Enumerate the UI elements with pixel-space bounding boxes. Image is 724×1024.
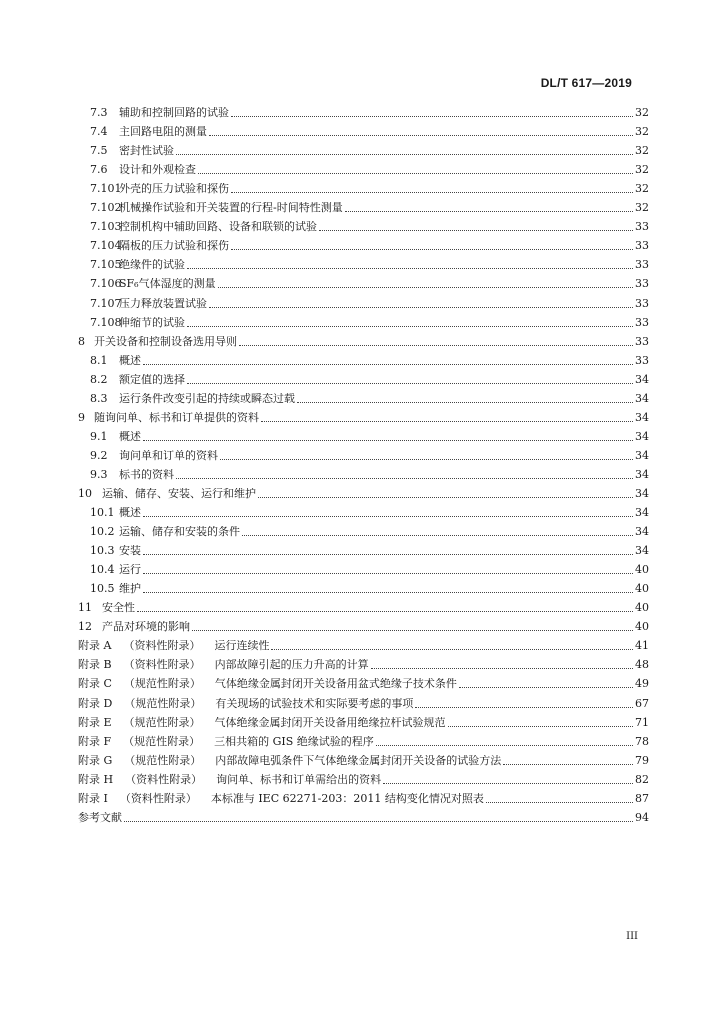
toc-entry-page: 33 bbox=[635, 258, 649, 272]
toc-entry[interactable] bbox=[78, 614, 649, 633]
toc-entry-title: 机械操作试验和开关装置的行程-时间特性测量 bbox=[119, 202, 343, 215]
toc-entry-number: 7.108 bbox=[90, 315, 122, 329]
toc-entry[interactable] bbox=[78, 652, 649, 671]
toc-entry-page: 34 bbox=[635, 506, 649, 520]
toc-entry[interactable] bbox=[78, 710, 649, 729]
toc-entry-title: 参考文献 bbox=[78, 811, 122, 824]
toc-dot-leader bbox=[176, 477, 633, 479]
toc-dot-leader bbox=[143, 553, 633, 555]
toc-entry[interactable] bbox=[78, 252, 649, 271]
toc-entry[interactable] bbox=[78, 367, 649, 386]
toc-entry-number: 7.105 bbox=[90, 258, 122, 272]
toc-entry-number: 12 bbox=[78, 620, 92, 634]
toc-entry-number: 7.107 bbox=[90, 296, 122, 310]
toc-entry-page: 32 bbox=[635, 144, 649, 158]
toc-entry-number: 9 bbox=[78, 410, 85, 424]
toc-entry-title: 设计和外观检查 bbox=[119, 164, 196, 177]
toc-entry-page: 94 bbox=[635, 810, 649, 824]
toc-entry[interactable] bbox=[78, 595, 649, 614]
toc-entry-title: 主回路电阻的测量 bbox=[119, 126, 207, 139]
toc-entry-category: （规范性附录） bbox=[124, 696, 202, 710]
toc-entry-number: 7.4 bbox=[90, 125, 108, 139]
toc-entry[interactable] bbox=[78, 233, 649, 252]
toc-dot-leader bbox=[124, 820, 633, 822]
toc-entry-page: 34 bbox=[635, 525, 649, 539]
toc-entry[interactable] bbox=[78, 671, 649, 690]
toc-dot-leader bbox=[503, 763, 633, 765]
toc-entry[interactable] bbox=[78, 538, 649, 557]
toc-entry-category: （资料性附录） bbox=[125, 772, 203, 786]
toc-entry-page: 40 bbox=[635, 620, 649, 634]
toc-entry-title: 气体绝缘金属封闭开关设备用盆式绝缘子技术条件 bbox=[214, 678, 457, 691]
toc-entry[interactable] bbox=[78, 690, 649, 709]
toc-entry-number: 7.103 bbox=[90, 220, 122, 234]
toc-entry-page: 34 bbox=[635, 544, 649, 558]
toc-entry[interactable] bbox=[78, 214, 649, 233]
toc-entry-page: 32 bbox=[635, 182, 649, 196]
toc-entry-category: （规范性附录） bbox=[124, 753, 202, 767]
toc-dot-leader bbox=[137, 610, 633, 612]
toc-entry[interactable] bbox=[78, 176, 649, 195]
toc-entry[interactable] bbox=[78, 329, 649, 348]
toc-entry-page: 33 bbox=[635, 220, 649, 234]
toc-entry-number: 10.1 bbox=[90, 506, 115, 520]
toc-entry-title: 询问单和订单的资料 bbox=[119, 449, 218, 462]
toc-entry-page: 34 bbox=[635, 429, 649, 443]
toc-entry-title: 安全性 bbox=[102, 602, 135, 615]
toc-entry-page: 33 bbox=[635, 353, 649, 367]
toc-entry-page: 32 bbox=[635, 163, 649, 177]
toc-dot-leader bbox=[371, 667, 633, 669]
toc-entry-number: 9.2 bbox=[90, 448, 108, 462]
toc-entry-title: 标书的资料 bbox=[119, 468, 174, 481]
toc-entry-title: 运输、储存和安装的条件 bbox=[119, 526, 240, 539]
toc-entry-page: 82 bbox=[635, 772, 649, 786]
toc-entry[interactable] bbox=[78, 633, 649, 652]
toc-entry-title: 概述 bbox=[119, 354, 141, 367]
toc-dot-leader bbox=[143, 363, 633, 365]
toc-entry[interactable] bbox=[78, 519, 649, 538]
toc-entry-page: 34 bbox=[635, 486, 649, 500]
toc-entry-page: 32 bbox=[635, 106, 649, 120]
toc-entry-number: 7.102 bbox=[90, 201, 122, 215]
toc-dot-leader bbox=[198, 172, 633, 174]
toc-entry[interactable] bbox=[78, 767, 649, 786]
toc-dot-leader bbox=[486, 801, 633, 803]
toc-entry-number: 附录 I bbox=[78, 791, 108, 805]
toc-entry-category: （资料性附录） bbox=[119, 791, 197, 805]
toc-entry-number: 9.3 bbox=[90, 467, 108, 481]
toc-entry-title: 密封性试验 bbox=[119, 145, 174, 158]
toc-entry-page: 32 bbox=[635, 125, 649, 139]
toc-dot-leader bbox=[242, 534, 633, 536]
toc-entry-title: 随询问单、标书和订单提供的资料 bbox=[94, 411, 259, 424]
toc-entry-number: 7.101 bbox=[90, 182, 122, 196]
toc-entry-number: 7.104 bbox=[90, 239, 122, 253]
toc-entry-title: 伸缩节的试验 bbox=[119, 316, 185, 329]
toc-entry[interactable] bbox=[78, 576, 649, 595]
toc-entry[interactable] bbox=[78, 443, 649, 462]
toc-entry-number: 9.1 bbox=[90, 429, 108, 443]
toc-entry-title: 概述 bbox=[119, 430, 141, 443]
toc-dot-leader bbox=[143, 572, 633, 574]
toc-entry-title: 运输、储存、安装、运行和维护 bbox=[102, 487, 256, 500]
toc-entry-number: 7.6 bbox=[90, 163, 108, 177]
toc-entry-page: 40 bbox=[635, 601, 649, 615]
toc-entry[interactable] bbox=[78, 786, 649, 805]
toc-entry-number: 8 bbox=[78, 334, 85, 348]
toc-entry-number: 8.1 bbox=[90, 353, 108, 367]
toc-entry-page: 33 bbox=[635, 239, 649, 253]
toc-entry[interactable] bbox=[78, 481, 649, 500]
toc-entry-title: 隔板的压力试验和探伤 bbox=[119, 240, 229, 253]
toc-entry-page: 87 bbox=[635, 791, 649, 805]
toc-dot-leader bbox=[258, 496, 633, 498]
toc-entry-title: 气体绝缘金属封闭开关设备用绝缘拉杆试验规范 bbox=[214, 716, 446, 729]
toc-entry-title: 概述 bbox=[119, 507, 141, 520]
toc-entry-page: 34 bbox=[635, 467, 649, 481]
toc-entry-page: 33 bbox=[635, 296, 649, 310]
toc-entry-page: 34 bbox=[635, 448, 649, 462]
toc-dot-leader bbox=[220, 458, 633, 460]
toc-entry[interactable] bbox=[78, 405, 649, 424]
toc-entry-number: 10.2 bbox=[90, 525, 115, 539]
toc-entry-title: 运行 bbox=[119, 564, 141, 577]
toc-dot-leader bbox=[218, 286, 633, 288]
toc-entry-title: 辅助和控制回路的试验 bbox=[119, 107, 229, 120]
toc-dot-leader bbox=[187, 382, 633, 384]
toc-entry-title: 有关现场的试验技术和实际要考虑的事项 bbox=[215, 697, 414, 710]
toc-entry-number: 7.3 bbox=[90, 106, 108, 120]
toc-entry-page: 33 bbox=[635, 334, 649, 348]
toc-dot-leader bbox=[176, 153, 633, 155]
toc-entry[interactable] bbox=[78, 100, 649, 119]
toc-dot-leader bbox=[187, 267, 633, 269]
toc-dot-leader bbox=[239, 344, 633, 346]
toc-entry[interactable] bbox=[78, 424, 649, 443]
toc-entry-title: 额定值的选择 bbox=[119, 373, 185, 386]
toc-dot-leader bbox=[376, 744, 633, 746]
toc-entry-category: （规范性附录） bbox=[123, 715, 201, 729]
toc-entry-number: 附录 C bbox=[78, 677, 112, 691]
toc-dot-leader bbox=[192, 629, 633, 631]
toc-entry-page: 33 bbox=[635, 315, 649, 329]
toc-entry-page: 41 bbox=[635, 639, 649, 653]
toc-entry[interactable] bbox=[78, 157, 649, 176]
toc-dot-leader bbox=[271, 648, 633, 650]
toc-dot-leader bbox=[415, 706, 633, 708]
table-of-contents bbox=[78, 100, 649, 824]
toc-entry-category: （资料性附录） bbox=[123, 658, 201, 672]
toc-dot-leader bbox=[319, 229, 633, 231]
page-number: III bbox=[626, 931, 638, 942]
toc-entry-number: 附录 F bbox=[78, 734, 112, 748]
toc-dot-leader bbox=[448, 725, 633, 727]
toc-entry-title: 开关设备和控制设备选用导则 bbox=[94, 335, 237, 348]
toc-entry-page: 34 bbox=[635, 410, 649, 424]
toc-entry-page: 78 bbox=[635, 734, 649, 748]
toc-entry-number: 附录 H bbox=[78, 772, 114, 786]
toc-entry-page: 32 bbox=[635, 201, 649, 215]
toc-entry[interactable] bbox=[78, 462, 649, 481]
toc-entry[interactable] bbox=[78, 557, 649, 576]
toc-entry-number: 10.5 bbox=[90, 582, 115, 596]
toc-entry-title: 本标准与 IEC 62271-203：2011 结构变化情况对照表 bbox=[210, 792, 484, 805]
toc-entry[interactable] bbox=[78, 748, 649, 767]
toc-entry[interactable] bbox=[78, 138, 649, 157]
toc-entry-number: 10.4 bbox=[90, 563, 115, 577]
toc-entry[interactable] bbox=[78, 195, 649, 214]
toc-entry-page: 48 bbox=[635, 658, 649, 672]
toc-entry-title: 运行条件改变引起的持续或瞬态过载 bbox=[119, 392, 295, 405]
toc-entry[interactable] bbox=[78, 805, 649, 824]
toc-entry-page: 40 bbox=[635, 582, 649, 596]
toc-dot-leader bbox=[209, 306, 633, 308]
toc-entry-page: 71 bbox=[635, 715, 649, 729]
toc-entry-page: 33 bbox=[635, 277, 649, 291]
toc-entry-page: 34 bbox=[635, 372, 649, 386]
toc-dot-leader bbox=[297, 401, 633, 403]
toc-entry-title: 控制机构中辅助回路、设备和联锁的试验 bbox=[119, 221, 317, 234]
toc-dot-leader bbox=[209, 134, 633, 136]
toc-entry[interactable] bbox=[78, 290, 649, 309]
toc-entry-title: SF₆气体湿度的测量 bbox=[119, 278, 216, 291]
toc-entry-title: 内部故障电弧条件下气体绝缘金属封闭开关设备的试验方法 bbox=[215, 754, 502, 767]
toc-entry-title: 绝缘件的试验 bbox=[119, 259, 185, 272]
toc-entry-title: 压力释放装置试验 bbox=[119, 297, 207, 310]
toc-entry-title: 内部故障引起的压力升高的计算 bbox=[214, 659, 369, 672]
toc-dot-leader bbox=[459, 686, 633, 688]
toc-entry-number: 10.3 bbox=[90, 544, 115, 558]
toc-entry-number: 11 bbox=[78, 601, 92, 615]
toc-entry-number: 附录 B bbox=[78, 658, 112, 672]
toc-entry-number: 7.106 bbox=[90, 277, 122, 291]
toc-dot-leader bbox=[143, 591, 633, 593]
toc-dot-leader bbox=[231, 248, 633, 250]
toc-dot-leader bbox=[143, 439, 633, 441]
toc-entry-category: （资料性附录） bbox=[123, 639, 201, 653]
toc-entry-title: 询问单、标书和订单需给出的资料 bbox=[216, 773, 382, 786]
toc-entry-number: 附录 A bbox=[78, 639, 112, 653]
toc-entry-category: （规范性附录） bbox=[123, 734, 201, 748]
toc-entry-page: 79 bbox=[635, 753, 649, 767]
toc-entry[interactable] bbox=[78, 729, 649, 748]
toc-entry-title: 运行连续性 bbox=[214, 640, 270, 653]
toc-dot-leader bbox=[231, 191, 633, 193]
toc-entry[interactable] bbox=[78, 386, 649, 405]
toc-entry[interactable] bbox=[78, 500, 649, 519]
toc-dot-leader bbox=[345, 210, 633, 212]
toc-entry-title: 三相共箱的 GIS 绝缘试验的程序 bbox=[214, 735, 374, 748]
toc-entry-number: 7.5 bbox=[90, 144, 108, 158]
toc-entry-page: 49 bbox=[635, 677, 649, 691]
toc-entry-number: 附录 D bbox=[78, 696, 113, 710]
toc-entry-title: 产品对环境的影响 bbox=[102, 621, 190, 634]
toc-entry-category: （规范性附录） bbox=[123, 677, 201, 691]
toc-entry[interactable] bbox=[78, 271, 649, 290]
toc-entry[interactable] bbox=[78, 119, 649, 138]
toc-dot-leader bbox=[261, 420, 633, 422]
toc-entry-page: 34 bbox=[635, 391, 649, 405]
toc-entry-number: 附录 E bbox=[78, 715, 112, 729]
toc-entry-page: 40 bbox=[635, 563, 649, 577]
toc-entry-number: 附录 G bbox=[78, 753, 113, 767]
toc-dot-leader bbox=[383, 782, 633, 784]
toc-entry[interactable] bbox=[78, 310, 649, 329]
toc-dot-leader bbox=[187, 325, 633, 327]
toc-entry-title: 安装 bbox=[119, 545, 141, 558]
toc-entry-title: 外壳的压力试验和探伤 bbox=[119, 183, 229, 196]
document-code: DL/T 617—2019 bbox=[540, 76, 632, 90]
toc-entry-number: 10 bbox=[78, 486, 92, 500]
toc-dot-leader bbox=[143, 515, 633, 517]
toc-dot-leader bbox=[231, 115, 633, 117]
toc-entry-title: 维护 bbox=[119, 583, 141, 596]
toc-entry-page: 67 bbox=[635, 696, 649, 710]
toc-entry-number: 8.3 bbox=[90, 391, 108, 405]
toc-entry-number: 8.2 bbox=[90, 372, 108, 386]
toc-entry[interactable] bbox=[78, 348, 649, 367]
